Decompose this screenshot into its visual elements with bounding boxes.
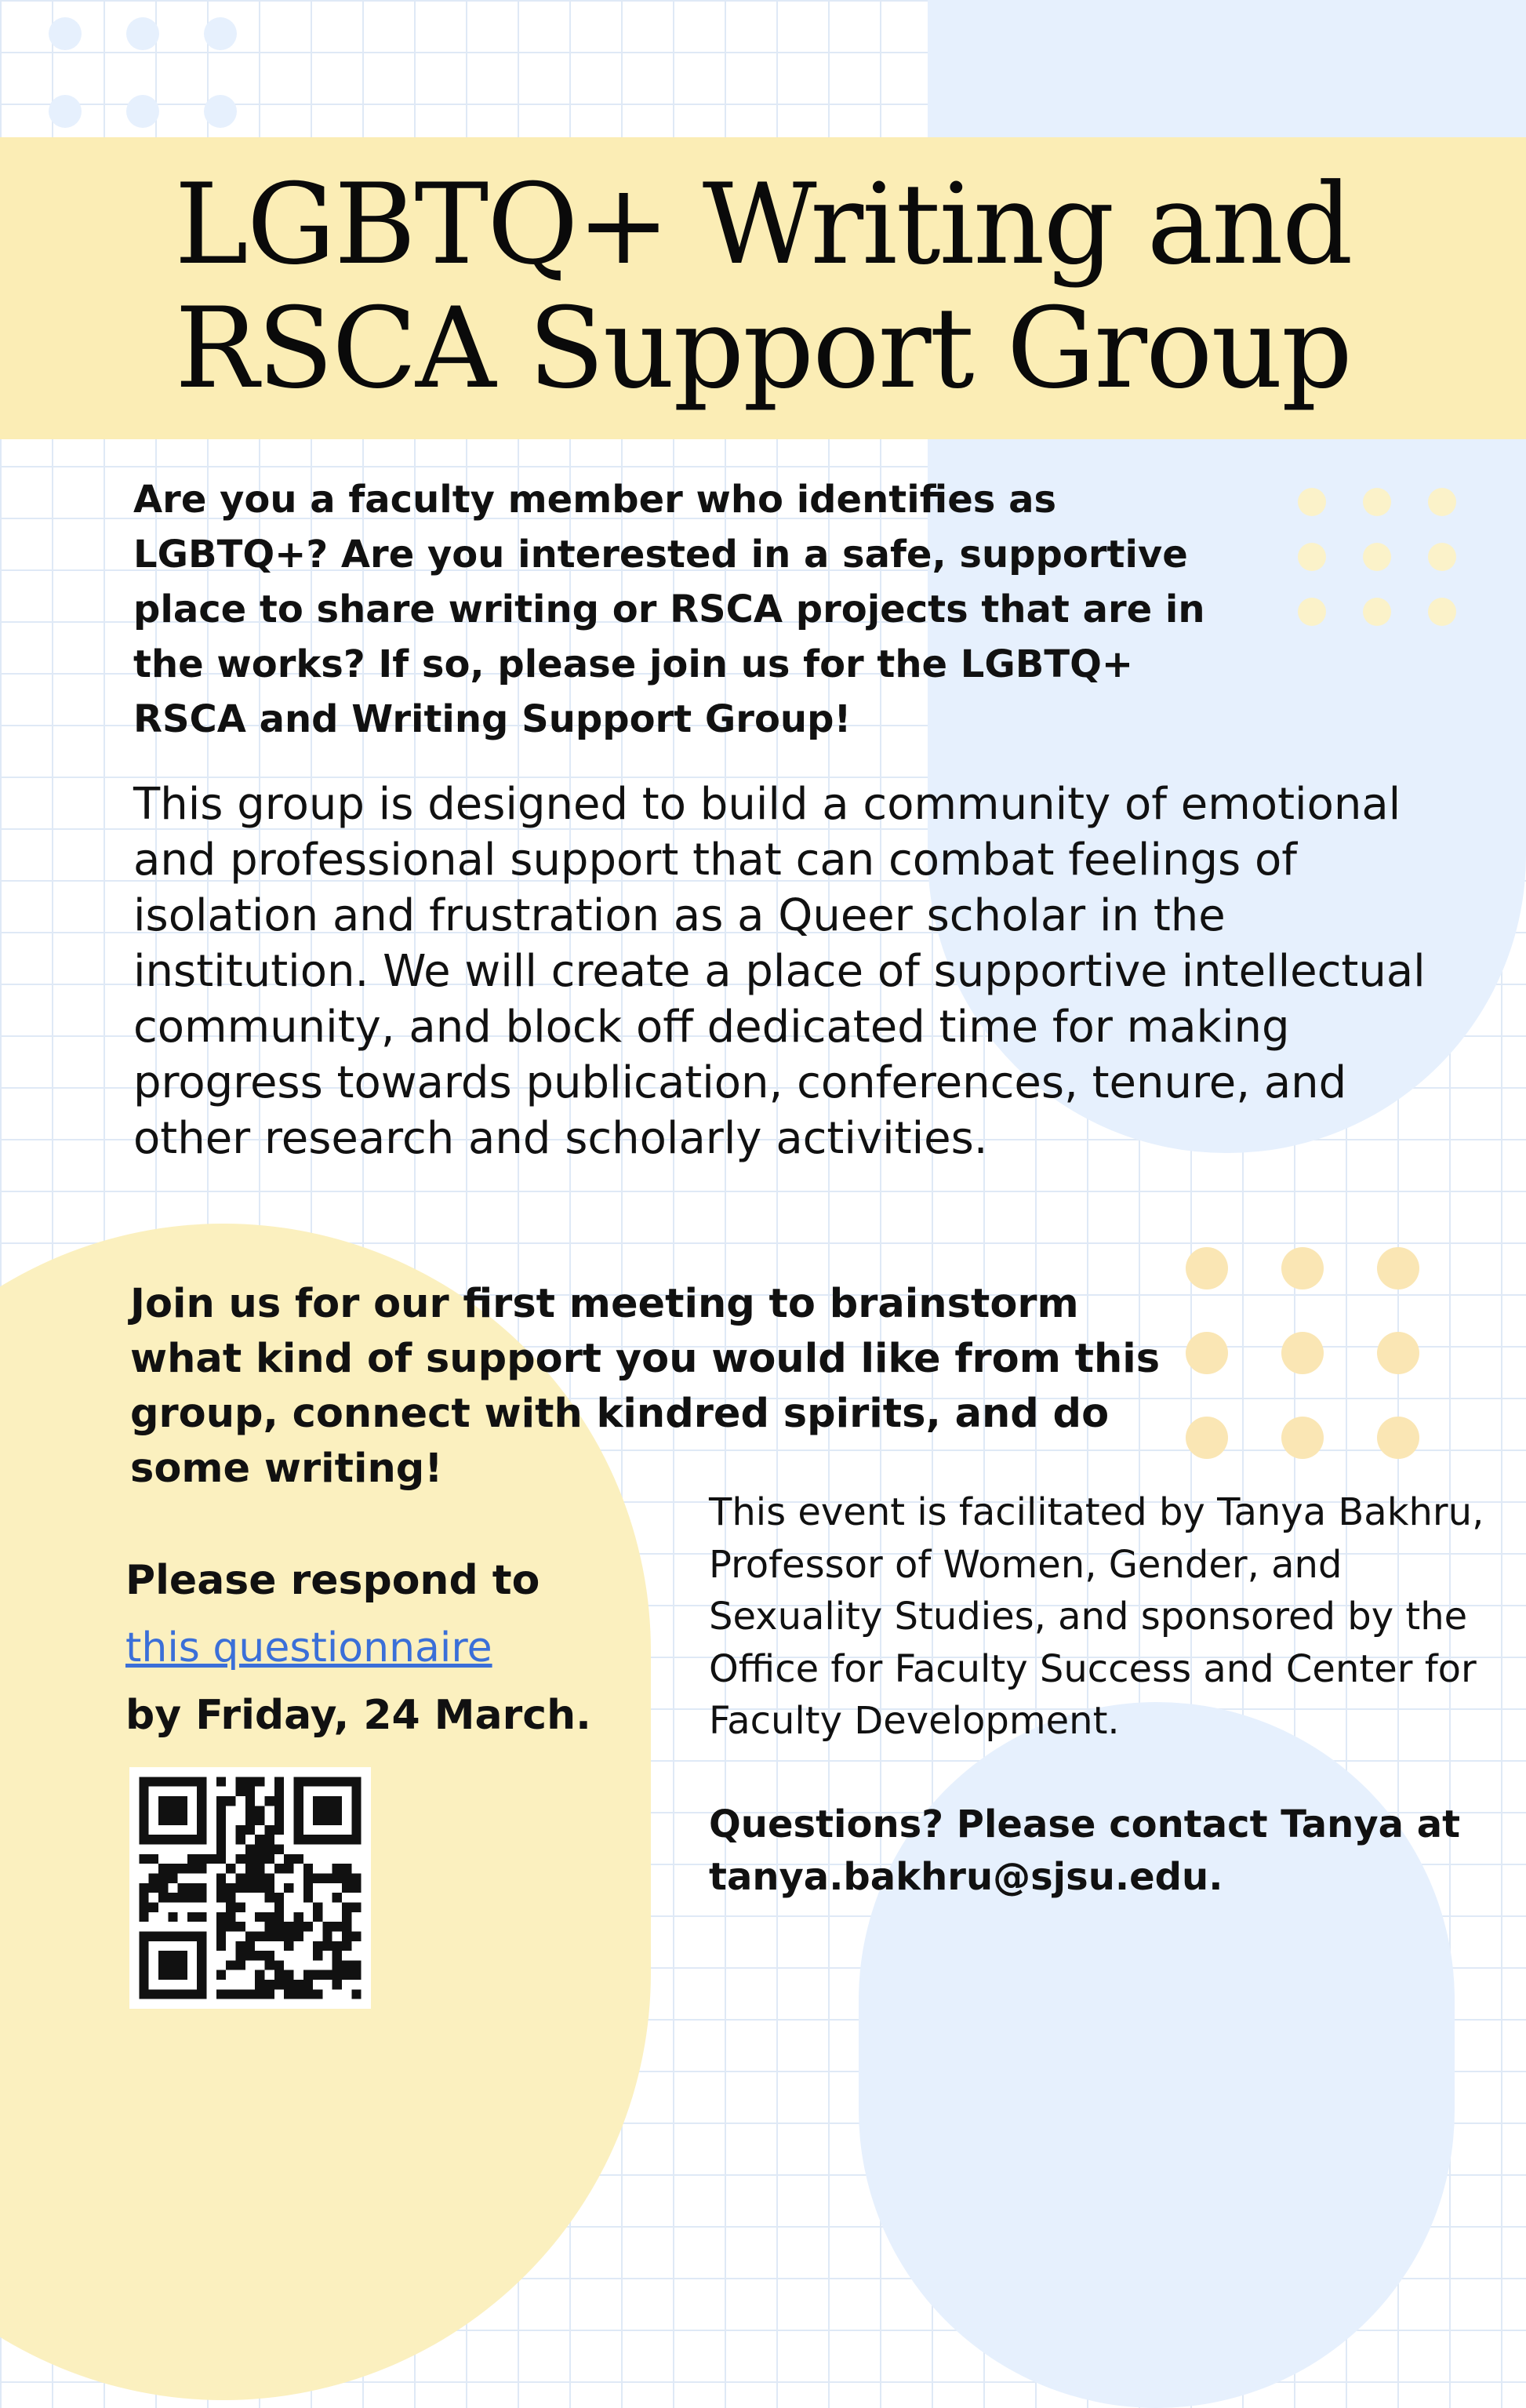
respond-block (125, 1547, 674, 1749)
qr-code-icon[interactable] (129, 1767, 371, 2009)
facilitator-paragraph: This event is facilitated by Tanya Bakhru, Professor of Women, Gender, and Sexuality Studies, and sponsored by the Office for Faculty Success and Center for Faculty Development. (709, 1490, 1484, 1743)
contact-line: Questions? Please contact Tanya at (709, 1802, 1461, 1846)
title-line-1: LGBTQ+ Writing and (174, 160, 1352, 289)
contact-email[interactable]: tanya.bakhru@sjsu.edu. (709, 1854, 1223, 1899)
respond-prefix: Please respond to (125, 1557, 540, 1604)
page-title (0, 160, 1526, 413)
decorative-dots-middle-right (1186, 1247, 1419, 1459)
decorative-dots-right (1298, 488, 1456, 626)
title-line-2: RSCA Support Group (175, 284, 1351, 413)
join-paragraph: Join us for our first meeting to brainstorm what kind of support you would like from this group, connect with kindred spirits, and do some writing! (130, 1281, 1161, 1492)
description-paragraph: This group is designed to build a community of emotional and professional support that can combat feelings of isolation and frustration as a Queer scholar in the institution. We will create a place of supportive intellectual community, and block off dedicated time for making progress towards publication, conferences, tenure, and other research and scholarly activities. (133, 779, 1426, 1164)
intro-paragraph: Are you a faculty member who identifies as LGBTQ+? Are you interested in a safe, supportive place to share writing or RSCA projects that are in the works? If so, please join us for the LGBTQ+ RSCA and Writing Support Group! (133, 478, 1205, 741)
decorative-dots-top-left (49, 17, 237, 128)
questionnaire-link[interactable]: this questionnaire (125, 1624, 492, 1671)
respond-deadline: by Friday, 24 March. (125, 1692, 591, 1739)
contact-block (709, 1799, 1493, 1903)
